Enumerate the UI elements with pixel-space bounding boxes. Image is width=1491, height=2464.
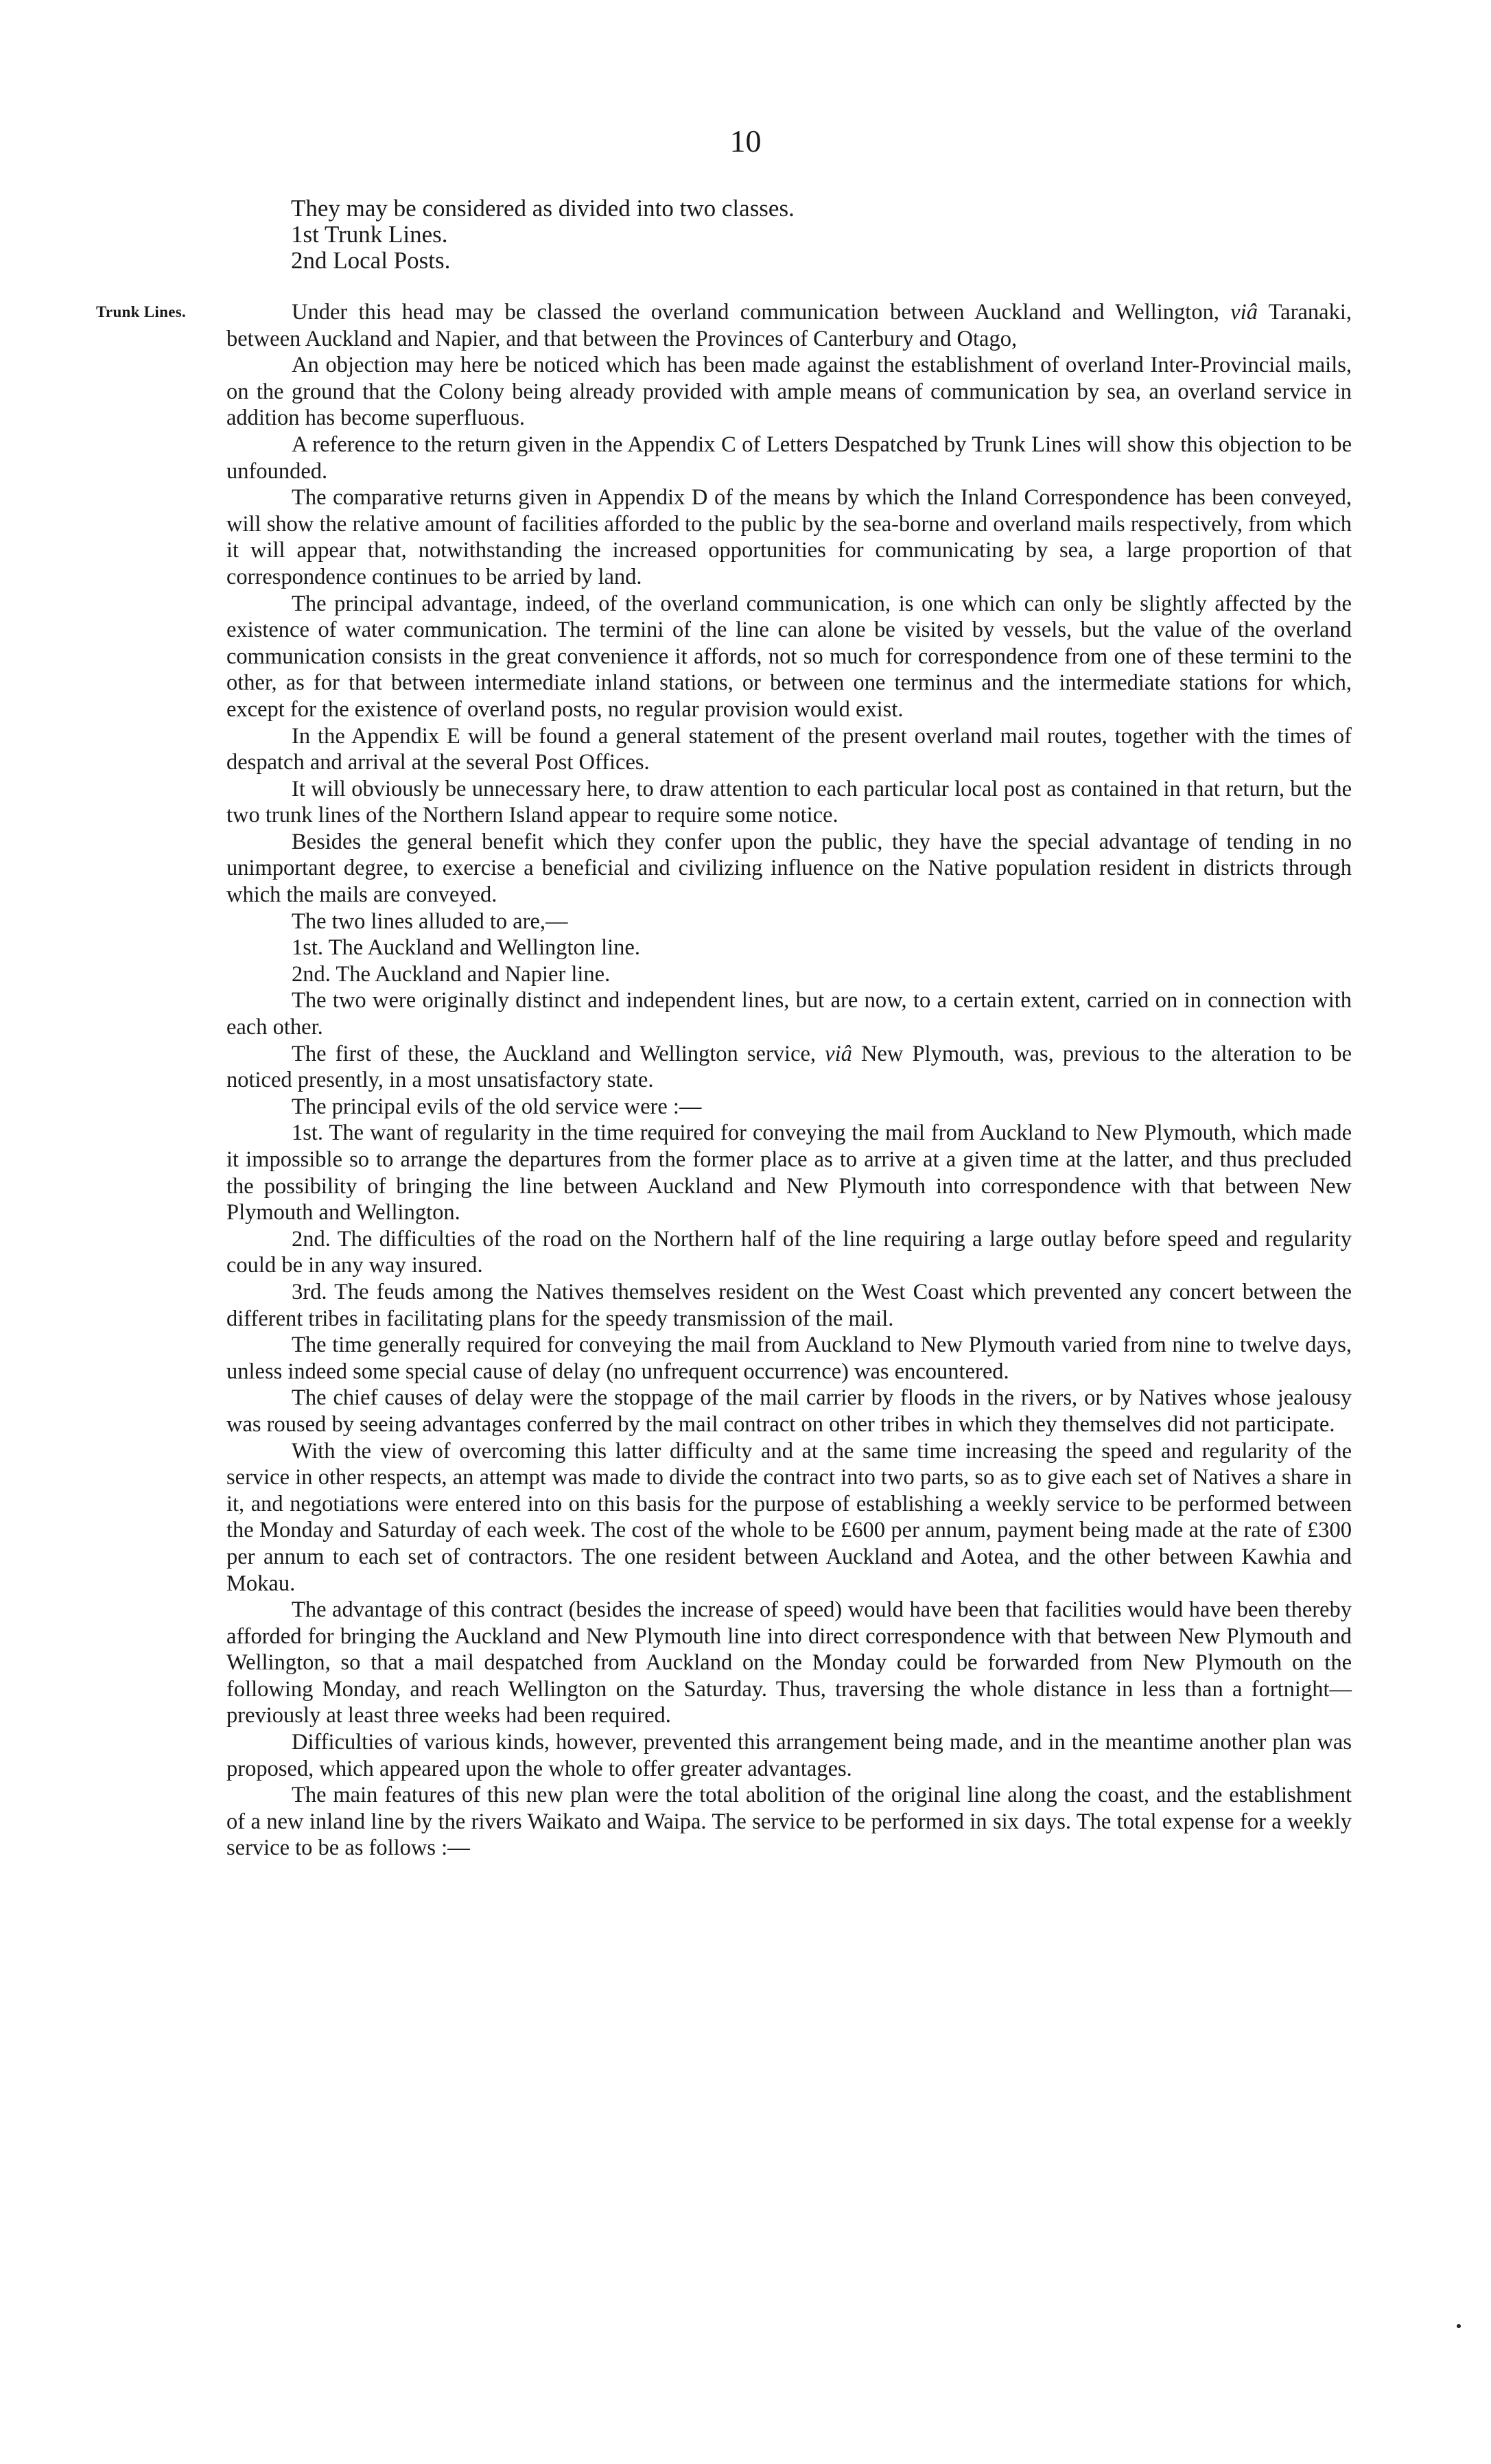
paragraph-text: New Plymouth, was, previous to the alteration to be noticed presently, in a most unsatisfactory state. <box>226 1041 1352 1093</box>
paragraph <box>226 961 1352 988</box>
paragraph-text: A reference to the return given in the Appendix C of Letters Despatched by Trunk Lines will show this objection to be unfounded. <box>226 432 1352 484</box>
body-text <box>226 299 1352 1862</box>
paragraph-text: The advantage of this contract (besides the increase of speed) would have been that facilities would have been thereby afforded for bringing the Auckland and New Plymouth line into direct correspondence with that between New Plymouth and Wellington, so that a mail despatched from Auckland on the Monday could be forwarded from New Plymouth on the following Monday, and reach Wellington on the Saturday. Thus, traversing the whole distance in less than a fortnight—previously at least three weeks had been required. <box>226 1597 1352 1728</box>
paragraph <box>226 1729 1352 1782</box>
paragraph-text: An objection may here be noticed which has been made against the establishment of overland Inter-Provincial mails, on the ground that the Colony being already provided with ample means of communication by sea, an overland service in addition has become superfluous. <box>226 353 1352 431</box>
paragraph-text: The main features of this new plan were the total abolition of the original line along the coast, and the establishment of a new inland line by the rivers Waikato and Waipa. The service to be performed in six days. The total expense for a weekly service to be as follows :— <box>226 1783 1352 1861</box>
paragraph-text: 3rd. The feuds among the Natives themselves resident on the West Coast which prevented any concert between the different tribes in facilitating plans for the speedy transmission of the mail. <box>226 1279 1352 1331</box>
paragraph-text: 1st. The Auckland and Wellington line. <box>292 935 640 961</box>
paragraph <box>226 776 1352 829</box>
paragraph-text: Besides the general benefit which they confer upon the public, they have the special advantage of tending in no unimportant degree, to exercise a beneficial and civilizing influence on the Native population resident in districts through which the mails are conveyed. <box>226 829 1352 908</box>
paragraph <box>226 1226 1352 1279</box>
paragraph <box>226 1279 1352 1332</box>
paragraph <box>226 299 1352 352</box>
paragraph-text: The two were originally distinct and independent lines, but are now, to a certain extent, carried on in connection with each other. <box>226 988 1352 1040</box>
paragraph <box>226 1094 1352 1120</box>
paragraph <box>226 723 1352 776</box>
paragraph <box>226 987 1352 1040</box>
italic-text: viâ <box>825 1041 852 1066</box>
intro-line: 2nd Local Posts. <box>291 247 451 274</box>
paragraph <box>226 591 1352 723</box>
paragraph-text: 2nd. The Auckland and Napier line. <box>292 961 611 987</box>
margin-note: Trunk Lines. <box>96 303 186 320</box>
paragraph-text: Under this head may be classed the overland communication between Auckland and Wellington, <box>292 300 1231 325</box>
paragraph <box>226 829 1352 908</box>
intro-line: 1st Trunk Lines. <box>291 221 448 248</box>
italic-text: viâ <box>1230 300 1258 325</box>
paragraph <box>226 1332 1352 1385</box>
paragraph <box>226 1041 1352 1094</box>
paragraph <box>226 1385 1352 1438</box>
paragraph <box>226 1597 1352 1729</box>
paragraph-text: The comparative returns given in Appendix D of the means by which the Inland Correspondence has been conveyed, will show the relative amount of facilities afforded to the public by the sea-borne and overland mails respectively, from which it will appear that, notwithstanding the increased opportunities for communicating by sea, a large proportion of that correspondence continues to be arried by land. <box>226 485 1352 589</box>
paragraph <box>226 352 1352 432</box>
paragraph-text: The two lines alluded to are,— <box>292 908 568 934</box>
paragraph <box>226 1120 1352 1225</box>
paragraph <box>226 1438 1352 1597</box>
page-number: 10 <box>729 124 762 159</box>
paragraph <box>226 1782 1352 1862</box>
intro-block <box>291 196 795 274</box>
paragraph-text: Taranaki, between Auckland and Napier, and that between the Provinces of Canterbury and Otago, <box>226 300 1352 351</box>
paragraph-text: The time generally required for conveying the mail from Auckland to New Plymouth varied from nine to twelve days, unless indeed some special cause of delay (no unfrequent occurrence) was encountered. <box>226 1333 1352 1384</box>
paragraph-text: 2nd. The difficulties of the road on the Northern half of the line requiring a large outlay before speed and regularity could be in any way insured. <box>226 1226 1352 1278</box>
paragraph-text: The chief causes of delay were the stoppage of the mail carrier by floods in the rivers, or by Natives whose jealousy was roused by seeing advantages conferred by the mail contract on other tribes in which they themselves did not participate. <box>226 1385 1352 1437</box>
intro-line: They may be considered as divided into two classes. <box>291 195 795 222</box>
speck-mark <box>1457 2324 1461 2328</box>
paragraph-text: The first of these, the Auckland and Wellington service, <box>292 1041 825 1066</box>
paragraph-text: It will obviously be unnecessary here, to draw attention to each particular local post as contained in that return, but the two trunk lines of the Northern Island appear to require some notice. <box>226 776 1352 828</box>
paragraph-text: The principal advantage, indeed, of the overland communication, is one which can only be slightly affected by the existence of water communication. The termini of the line can alone be visited by vessels, but the value of the overland communication consists in the great convenience it affords, not so much for correspondence from one of these termini to the other, as for that between intermediate inland stations, or between one terminus and the intermediate stations for which, except for the existence of overland posts, no regular provision would exist. <box>226 591 1352 722</box>
paragraph-text: Difficulties of various kinds, however, prevented this arrangement being made, and in the meantime another plan was proposed, which appeared upon the whole to offer greater advantages. <box>226 1730 1352 1781</box>
paragraph <box>226 935 1352 961</box>
paragraph-text: 1st. The want of regularity in the time required for conveying the mail from Auckland to New Plymouth, which made it impossible so to arrange the departures from the former place as to arrive at a given time at the latter, and thus precluded the possibility of bringing the line between Auckland and New Plymouth into correspondence with that between New Plymouth and Wellington. <box>226 1120 1352 1225</box>
paragraph <box>226 432 1352 484</box>
paragraph-text: The principal evils of the old service were :— <box>292 1094 702 1119</box>
paragraph-text: With the view of overcoming this latter difficulty and at the same time increasing the speed and regularity of the service in other respects, an attempt was made to divide the contract into two parts, so as to give each set of Natives a share in it, and negotiations were entered into on this basis for the purpose of establishing a weekly service to be performed between the Monday and Saturday of each week. The cost of the whole to be £600 per annum, payment being made at the rate of £300 per annum to each set of contractors. The one resident between Auckland and Aotea, and the other between Kawhia and Mokau. <box>226 1438 1352 1596</box>
paragraph <box>226 484 1352 590</box>
paragraph <box>226 908 1352 935</box>
paragraph-text: In the Appendix E will be found a general statement of the present overland mail routes, together with the times of despatch and arrival at the several Post Offices. <box>226 723 1352 775</box>
